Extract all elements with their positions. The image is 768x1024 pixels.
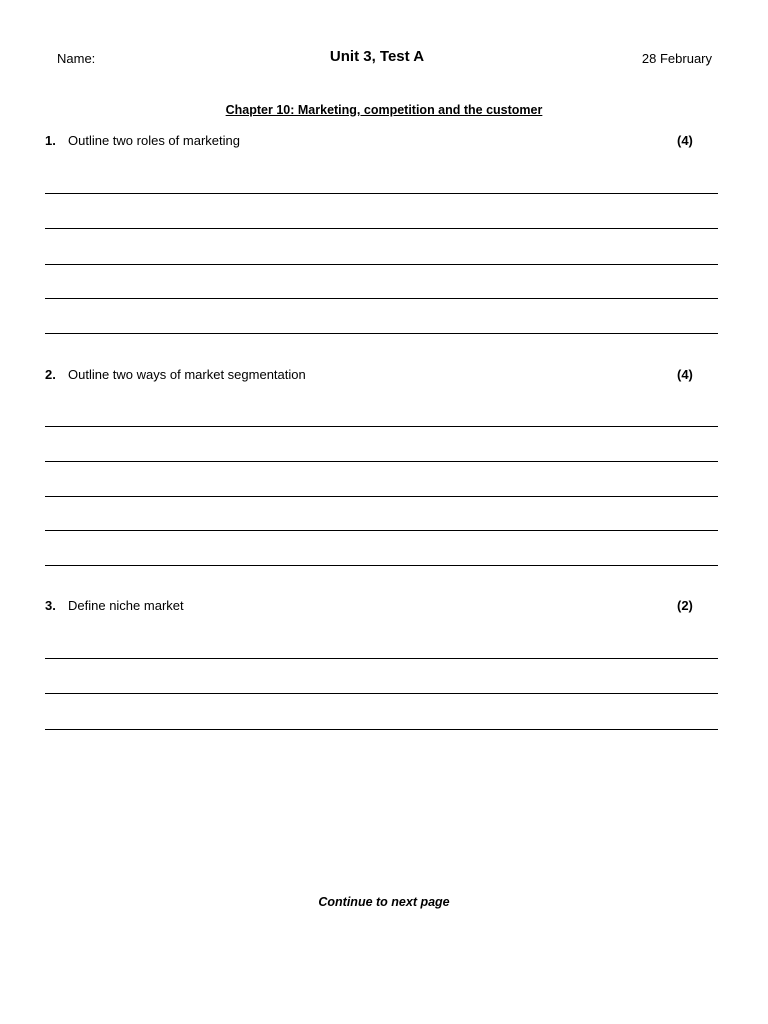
question-text: Outline two roles of marketing xyxy=(68,133,240,148)
chapter-heading: Chapter 10: Marketing, competition and the customer xyxy=(225,103,543,117)
question-number: 1. xyxy=(45,133,56,148)
answer-line[interactable] xyxy=(45,565,718,566)
question-marks: (4) xyxy=(677,367,693,382)
answer-line[interactable] xyxy=(45,693,718,694)
answer-line[interactable] xyxy=(45,228,718,229)
answer-line[interactable] xyxy=(45,658,718,659)
question-text: Outline two ways of market segmentation xyxy=(68,367,306,382)
continue-note: Continue to next page xyxy=(318,895,450,909)
page-title: Unit 3, Test A xyxy=(329,48,425,65)
answer-line[interactable] xyxy=(45,193,718,194)
answer-line[interactable] xyxy=(45,461,718,462)
answer-line[interactable] xyxy=(45,496,718,497)
date-label: 28 February xyxy=(641,51,712,66)
answer-line[interactable] xyxy=(45,264,718,265)
question-marks: (2) xyxy=(677,598,693,613)
question-text: Define niche market xyxy=(68,598,184,613)
name-label: Name: xyxy=(57,51,96,66)
question-number: 2. xyxy=(45,367,56,382)
answer-line[interactable] xyxy=(45,333,718,334)
question-marks: (4) xyxy=(677,133,693,148)
answer-line[interactable] xyxy=(45,530,718,531)
answer-line[interactable] xyxy=(45,298,718,299)
answer-line[interactable] xyxy=(45,729,718,730)
question-number: 3. xyxy=(45,598,56,613)
answer-line[interactable] xyxy=(45,426,718,427)
